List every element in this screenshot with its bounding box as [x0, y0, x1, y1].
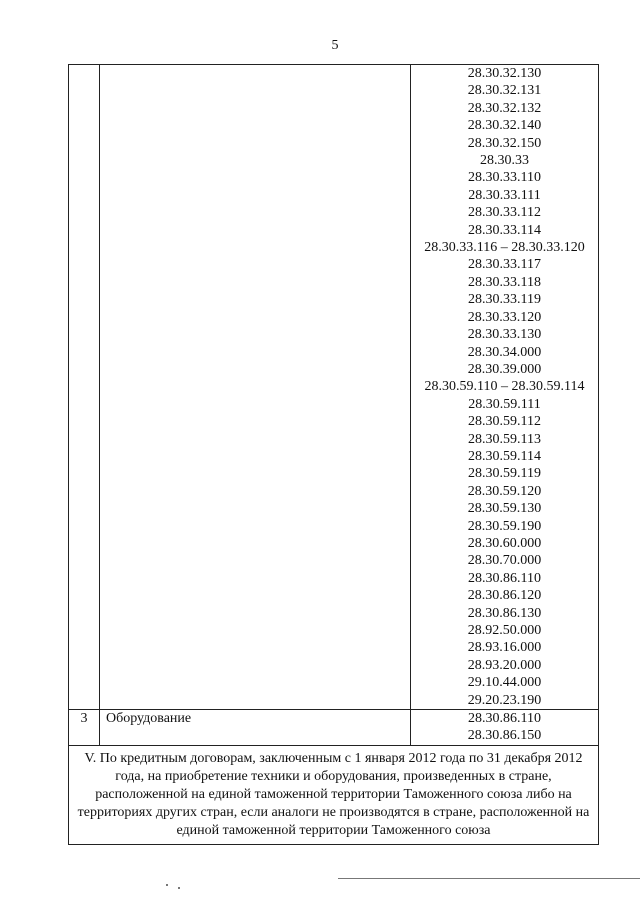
code-item: 28.30.33.120	[467, 309, 542, 325]
code-item: 28.30.60.000	[467, 535, 542, 551]
code-item: 28.30.33.130	[467, 327, 542, 343]
table-row	[69, 710, 599, 746]
code-item: 28.30.39.000	[467, 361, 542, 377]
code-item: 28.30.59.110 – 28.30.59.114	[424, 379, 585, 395]
code-item: 28.30.33.119	[468, 292, 541, 308]
document-table	[68, 64, 599, 845]
row-name: Оборудование	[100, 710, 411, 746]
code-item: 28.93.16.000	[467, 640, 542, 656]
code-item: 28.30.32.140	[467, 118, 542, 134]
code-item: 28.30.86.130	[467, 605, 542, 621]
code-item: 29.20.23.190	[467, 692, 542, 708]
scan-speck	[166, 884, 168, 886]
code-item: 28.30.33.116 – 28.30.33.120	[424, 240, 585, 256]
section-row	[69, 745, 599, 844]
code-item: 28.30.33.110	[468, 170, 541, 186]
row-number-cell-empty	[69, 65, 100, 710]
code-item: 28.30.32.132	[467, 100, 542, 116]
code-item: 28.30.59.114	[468, 448, 541, 464]
code-item: 28.30.33.114	[468, 222, 541, 238]
code-item: 28.30.32.150	[467, 135, 542, 151]
code-item: 28.30.59.119	[468, 466, 541, 482]
row-name-cell-empty	[100, 65, 411, 710]
code-item: 28.30.59.113	[468, 431, 541, 447]
code-item: 28.30.86.150	[467, 728, 542, 744]
codes-cell	[411, 710, 599, 746]
table-row-continuation	[69, 65, 599, 710]
code-item: 28.30.34.000	[467, 344, 542, 360]
code-item: 28.93.20.000	[467, 657, 542, 673]
code-item: 28.30.86.110	[468, 570, 541, 586]
code-item: 28.30.86.110	[468, 711, 541, 727]
code-item: 28.30.33.117	[468, 257, 541, 273]
code-item: 28.30.33	[480, 153, 529, 169]
scan-speck	[178, 887, 180, 889]
code-item: 28.30.59.130	[467, 501, 542, 517]
code-item: 28.30.59.120	[467, 483, 542, 499]
code-item: 28.30.33.111	[468, 187, 541, 203]
page-number: 5	[331, 38, 339, 53]
code-item: 28.30.70.000	[467, 553, 542, 569]
code-item: 28.30.59.190	[467, 518, 542, 534]
code-item: 29.10.44.000	[467, 675, 542, 691]
code-item: 28.30.59.111	[468, 396, 541, 412]
code-item: 28.30.59.112	[468, 414, 541, 430]
code-item: 28.30.32.130	[467, 66, 542, 81]
code-item: 28.92.50.000	[467, 623, 542, 638]
row-number: 3	[69, 710, 100, 746]
scan-edge-line	[338, 878, 640, 879]
code-item: 28.30.86.120	[467, 588, 542, 604]
codes-cell	[411, 65, 599, 710]
code-item: 28.30.33.118	[468, 274, 541, 290]
section-v-heading: V. По кредитным договорам, заключенным с 1 января 2012 года по 31 декабря 2012 года, на приобретение техники и оборудования, произведенных в стране, расположенной на единой таможенной территории Таможенного союза либо на территориях других стран, если аналоги не производятся в стране, расположенной на единой таможенной территории Таможенного союза	[69, 745, 599, 844]
code-item: 28.30.32.131	[467, 83, 542, 99]
code-item: 28.30.33.112	[468, 205, 541, 221]
